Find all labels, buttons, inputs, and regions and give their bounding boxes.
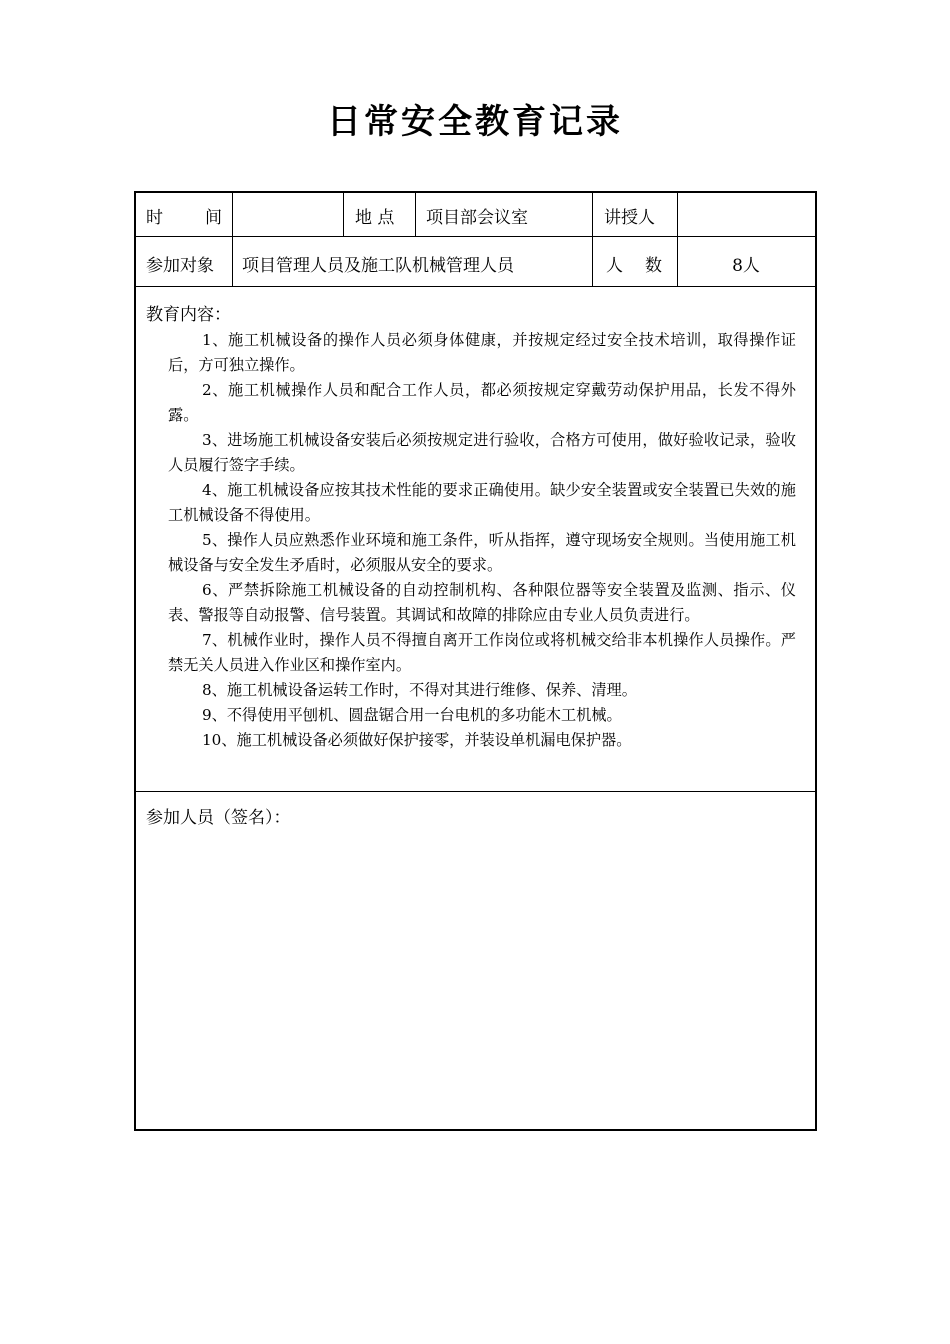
lecturer-label: 讲授人 <box>604 208 655 228</box>
participants-label: 参加对象 <box>146 256 214 276</box>
signature-label: 参加人员（签名）： <box>146 808 291 828</box>
content-list <box>146 328 796 753</box>
place-value: 项目部会议室 <box>426 208 528 228</box>
column-divider <box>592 193 593 286</box>
list-item: 10、施工机械设备必须做好保护接零，并装设单机漏电保护器。 <box>202 731 632 749</box>
list-item: 3、进场施工机械设备安装后必须按规定进行验收，合格方可使用，做好验收记录，验收人员履行签字手续。 <box>168 431 796 474</box>
list-item: 9、不得使用平刨机、圆盘锯合用一台电机的多功能木工机械。 <box>202 706 622 724</box>
time-label: 时 间 <box>146 208 222 228</box>
list-item: 4、施工机械设备应按其技术性能的要求正确使用。缺少安全装置或安全装置已失效的施工机械设备不得使用。 <box>168 481 796 524</box>
list-item: 5、操作人员应熟悉作业环境和施工条件，听从指挥，遵守现场安全规则。当使用施工机械设备与安全发生矛盾时，必须服从安全的要求。 <box>168 531 796 574</box>
list-item: 6、严禁拆除施工机械设备的自动控制机构、各种限位器等安全装置及监测、指示、仪表、警报等自动报警、信号装置。其调试和故障的排除应由专业人员负责进行。 <box>168 581 796 624</box>
column-divider <box>232 193 233 236</box>
row-divider <box>136 791 815 792</box>
count-label: 人 数 <box>606 256 662 276</box>
row-divider <box>136 286 815 287</box>
page-title: 日常安全教育记录 <box>327 102 623 142</box>
participants-value: 项目管理人员及施工队机械管理人员 <box>242 256 514 276</box>
record-table <box>134 191 817 1131</box>
signature-area[interactable] <box>146 838 805 1118</box>
column-divider <box>343 193 344 236</box>
column-divider <box>232 236 233 286</box>
count-value: 8人 <box>732 256 760 276</box>
place-label: 地 点 <box>355 208 395 228</box>
content-heading: 教育内容： <box>146 305 231 325</box>
list-item: 1、施工机械设备的操作人员必须身体健康，并按规定经过安全技术培训，取得操作证后，方可独立操作。 <box>168 331 796 374</box>
row-divider <box>136 236 815 237</box>
column-divider <box>415 193 416 236</box>
list-item: 8、施工机械设备运转工作时，不得对其进行维修、保养、清理。 <box>202 681 637 699</box>
list-item: 2、施工机械操作人员和配合工作人员，都必须按规定穿戴劳动保护用品，长发不得外露。 <box>168 381 796 424</box>
list-item: 7、机械作业时，操作人员不得擅自离开工作岗位或将机械交给非本机操作人员操作。严禁无关人员进入作业区和操作室内。 <box>168 631 796 674</box>
